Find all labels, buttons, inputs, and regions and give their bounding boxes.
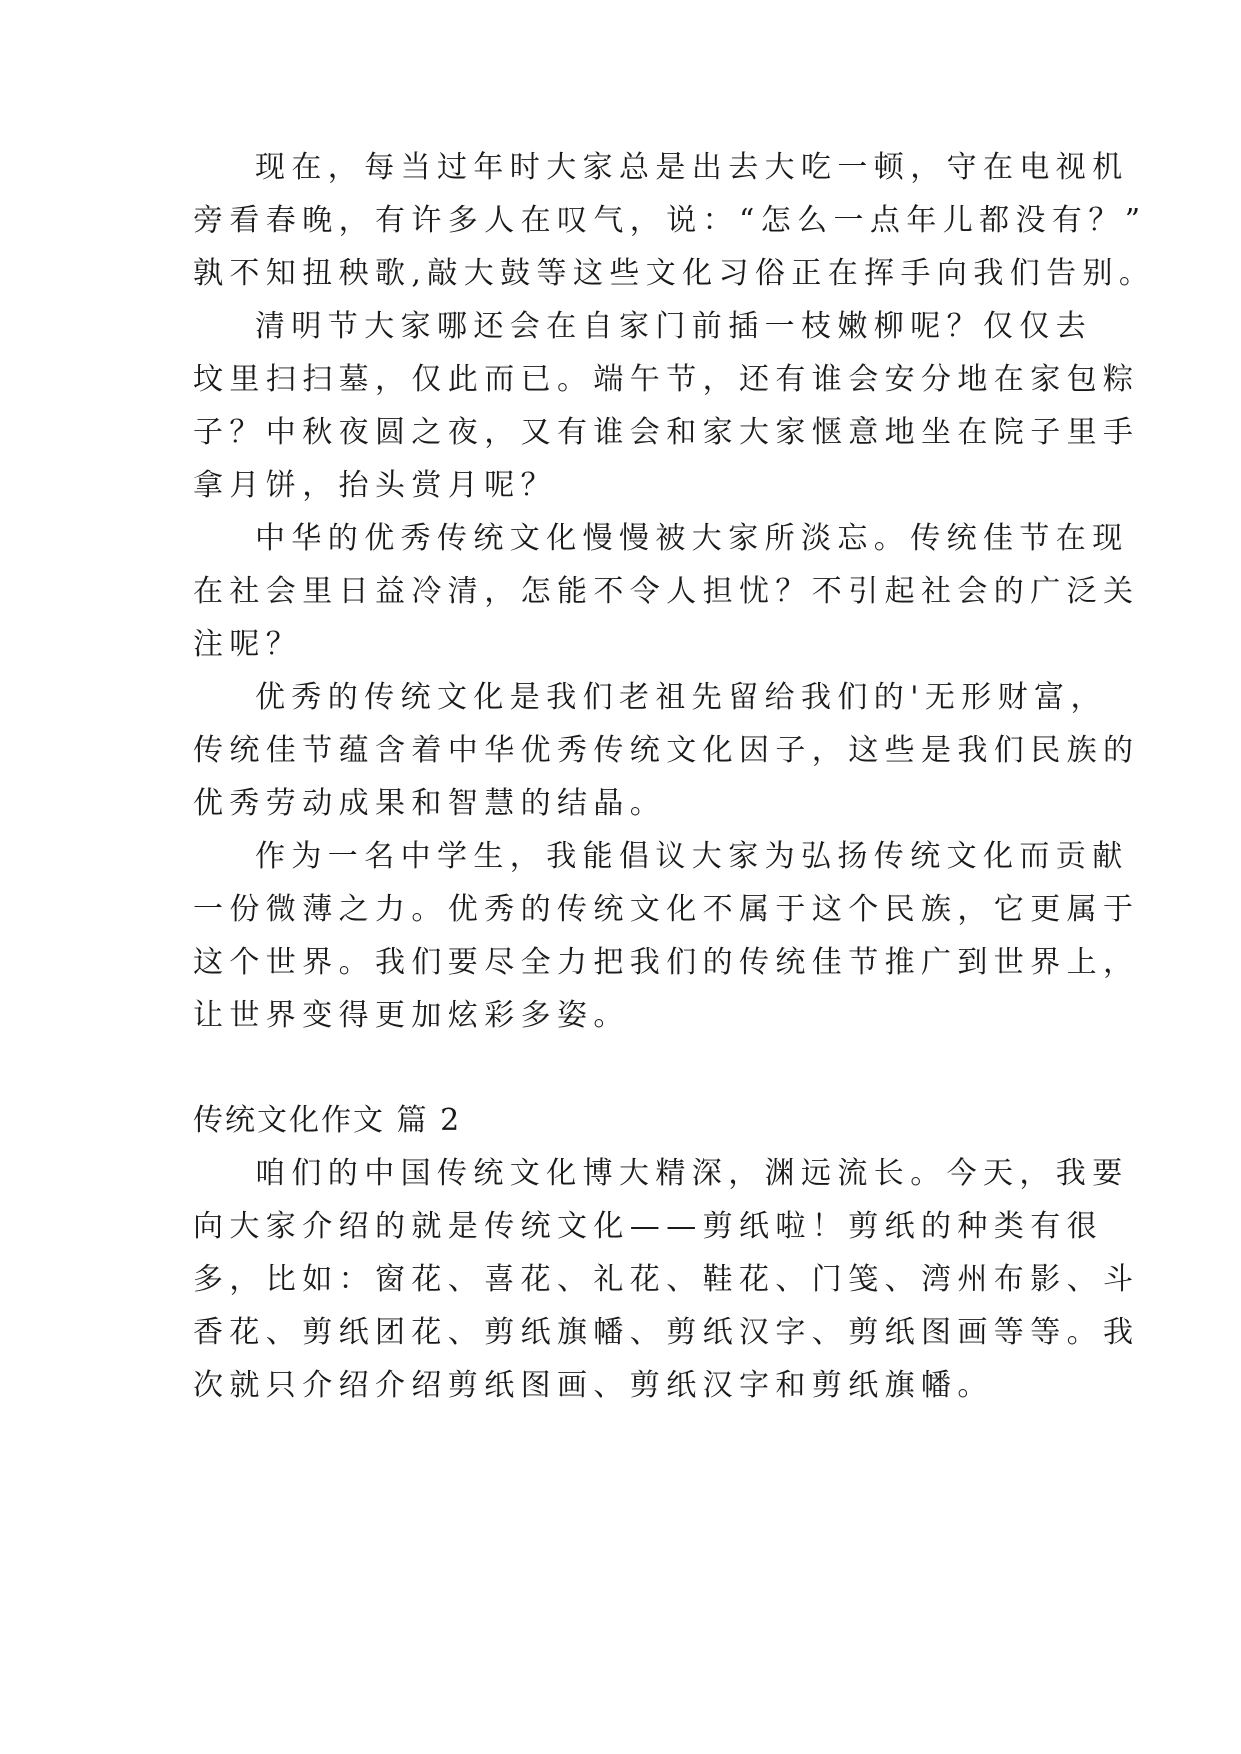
- section-paragraph-line-1: 咱们的中国传统文化博大精深，渊远流长。今天，我要: [255, 1156, 1129, 1191]
- paragraph-5-line-4: 让世界变得更加炫彩多姿。: [193, 998, 630, 1033]
- paragraph-5-line-3: 这个世界。我们要尽全力把我们的传统佳节推广到世界上，: [193, 945, 1140, 980]
- paragraph-3-line-2: 在社会里日益冷清，怎能不令人担忧？不引起社会的广泛关: [193, 574, 1140, 609]
- section-paragraph-line-3: 多，比如：窗花、喜花、礼花、鞋花、门笺、湾州布影、斗: [193, 1262, 1140, 1297]
- paragraph-5-line-2: 一份微薄之力。优秀的传统文化不属于这个民族，它更属于: [193, 892, 1140, 927]
- paragraph-1-line-1: 现在，每当过年时大家总是出去大吃一顿，守在电视机: [255, 150, 1129, 185]
- paragraph-2-line-4: 拿月饼，抬头赏月呢？: [193, 468, 557, 503]
- section-paragraph-line-5: 次就只介绍介绍剪纸图画、剪纸汉字和剪纸旗幡。: [193, 1368, 994, 1403]
- paragraph-4-line-1: 优秀的传统文化是我们老祖先留给我们的'无形财富，: [255, 680, 1107, 715]
- paragraph-1-line-3: 孰不知扭秧歌,敲大鼓等这些文化习俗正在挥手向我们告别。: [193, 256, 1156, 291]
- paragraph-2-line-1: 清明节大家哪还会在自家门前插一枝嫩柳呢？仅仅去: [255, 309, 1093, 344]
- paragraph-1-line-2: 旁看春晚，有许多人在叹气，说：“怎么一点年儿都没有？”: [193, 203, 1147, 238]
- section-paragraph-line-4: 香花、剪纸团花、剪纸旗幡、剪纸汉字、剪纸图画等等。我: [193, 1315, 1140, 1350]
- paragraph-2-line-2: 坟里扫扫墓，仅此而已。端午节，还有谁会安分地在家包粽: [193, 362, 1140, 397]
- paragraph-3-line-1: 中华的优秀传统文化慢慢被大家所淡忘。传统佳节在现: [255, 521, 1129, 556]
- paragraph-4-line-3: 优秀劳动成果和智慧的结晶。: [193, 786, 667, 821]
- section-paragraph-line-2: 向大家介绍的就是传统文化——剪纸啦！剪纸的种类有很: [193, 1209, 1103, 1244]
- paragraph-4-line-2: 传统佳节蕴含着中华优秀传统文化因子，这些是我们民族的: [193, 733, 1140, 768]
- paragraph-2-line-3: 子？中秋夜圆之夜，又有谁会和家大家惬意地坐在院子里手: [193, 415, 1140, 450]
- section-heading: 传统文化作文 篇 2: [193, 1103, 462, 1138]
- paragraph-5-line-1: 作为一名中学生，我能倡议大家为弘扬传统文化而贡献: [255, 839, 1129, 874]
- paragraph-3-line-3: 注呢？: [193, 627, 303, 662]
